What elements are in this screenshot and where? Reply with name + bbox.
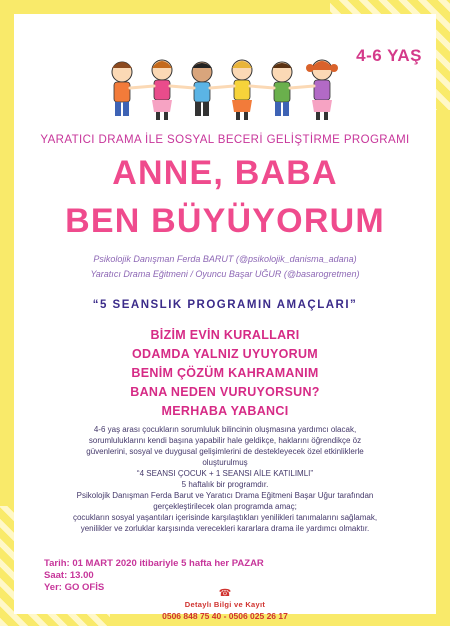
description-line: sorumluluklarını kendi başına yapabilir hale geldikçe, haklarını öğrendikçe öz (88, 436, 362, 445)
age-badge: 4-6 YAŞ (356, 46, 422, 65)
program-description (44, 424, 406, 534)
child-figure (306, 60, 338, 120)
description-line: Psikolojik Danışman Ferda Barut ve Yaratıcı Drama Eğitmeni Başar Uğur tarafından (76, 491, 374, 500)
goal-item: MERHABA YABANCI (161, 404, 289, 418)
credit-line: Psikolojik Danışman Ferda BARUT (@psikolojik_danisma_adana) (93, 254, 357, 264)
event-date: Tarih: 01 MART 2020 itibariyle 5 hafta her PAZAR (44, 558, 264, 569)
contact-phones: 0506 848 75 40 - 0506 025 26 17 (162, 611, 288, 621)
description-line: gerçekleştirilecek olan programda amaç; (153, 502, 297, 511)
phone-icon: ☎ (218, 588, 232, 599)
goal-item: BİZİM EVİN KURALLARI (150, 328, 300, 342)
description-line: oluşturulmuş (202, 458, 248, 467)
main-title-line-1: ANNE, BABA (112, 154, 338, 192)
goals-list (14, 326, 436, 421)
description-line: çocukların sosyal yaşantıları içerisinde karşılaştıkları yenilikleri tanımalarını sağlamak, (72, 513, 378, 522)
goal-item: ODAMDA YALNIZ UYUYORUM (131, 347, 318, 361)
event-place: Yer: GO OFİS (44, 582, 105, 593)
contact-label: Detaylı Bilgi ve Kayıt (184, 600, 266, 609)
description-line: 4-6 yaş arası çocukların sorumluluk bilincinin oluşmasına yardımcı olacak, (93, 425, 357, 434)
contact-block (14, 588, 436, 622)
credit-line: Yaratıcı Drama Eğitmeni / Oyuncu Başar UĞUR (@basarogretmen) (90, 269, 360, 279)
description-line: “4 SEANSI ÇOCUK + 1 SEANSI AİLE KATILIMLI” (136, 469, 314, 478)
child-figure (152, 60, 172, 120)
goal-item: BENİM ÇÖZÜM KAHRAMANIM (131, 366, 319, 380)
description-line: yenilikler ve zorluklar karşısında verecekleri kararlara drama ile yardımcı olmaktır. (80, 524, 370, 533)
section-heading: “5 SEANSLIK PROGRAMIN AMAÇLARI” (92, 299, 358, 311)
description-line: güvenlerini, sosyal ve duygusal gelişimlerini de destekleyecek özel etkinliklerle (86, 447, 364, 456)
goal-item: BANA NEDEN VURUYORSUN? (130, 385, 320, 399)
child-figure (232, 60, 252, 120)
children-illustration (100, 54, 350, 124)
description-line: 5 haftalık bir programdır. (181, 480, 269, 489)
main-title-line-2: BEN BÜYÜYORUM (65, 202, 385, 240)
event-time: Saat: 13.00 (44, 570, 94, 581)
poster-card (14, 14, 436, 621)
program-title: YARATICI DRAMA İLE SOSYAL BECERİ GELİŞTİRME PROGRAMI (40, 134, 410, 146)
